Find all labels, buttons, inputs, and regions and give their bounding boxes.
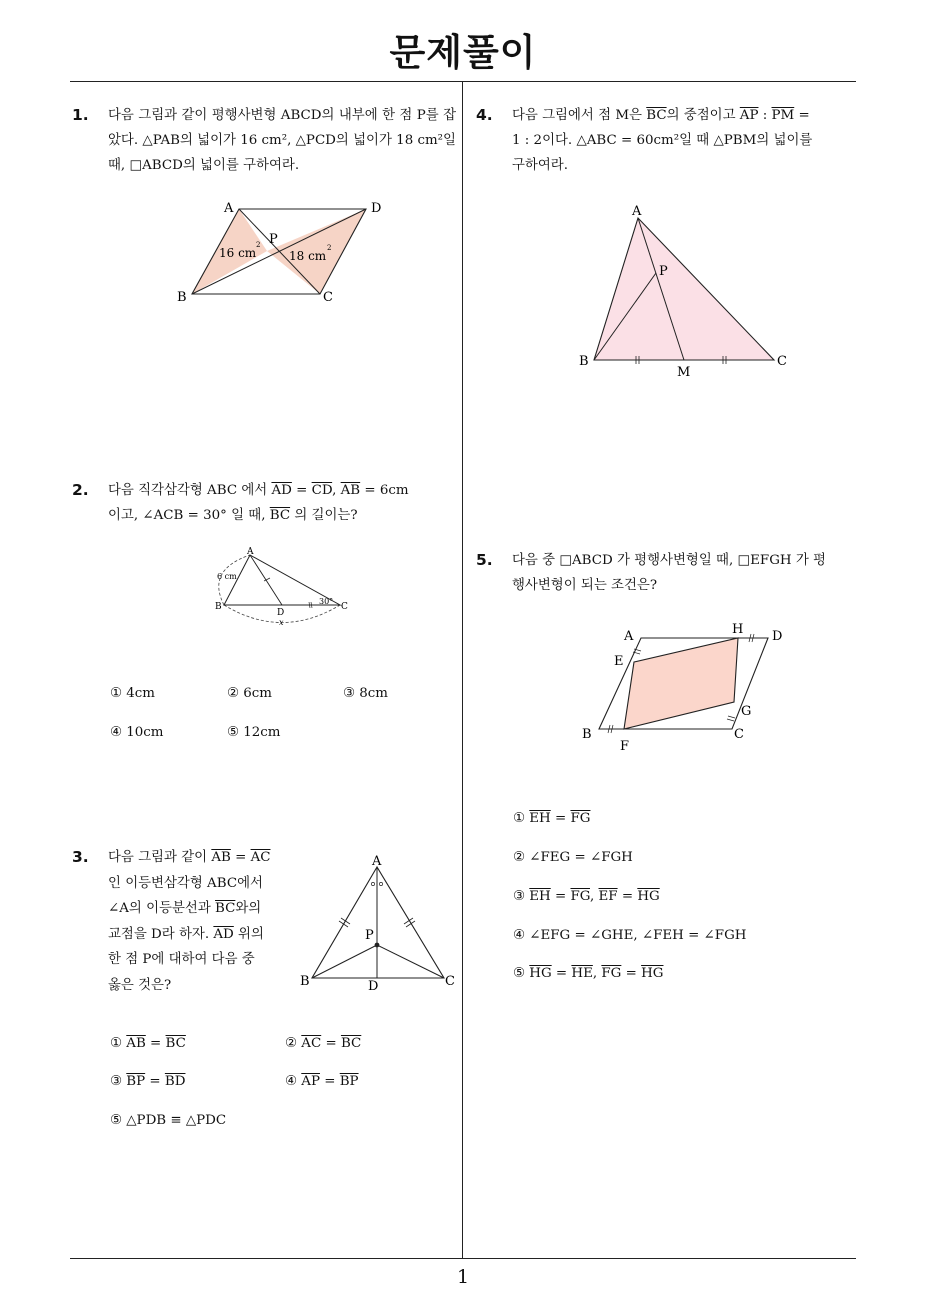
label-c: C [323,290,333,305]
segment-ad: $\overline{AD}$ [271,483,292,498]
figure-isosceles-triangle [295,850,460,995]
label-b: B [300,974,310,989]
question-text [512,103,862,178]
label-x: x [279,618,284,627]
question-line: 1 : 2이다. △ABC = 60cm²일 때 △PBM의 넓이를 [512,133,813,148]
choice-2[interactable]: ② 6cm [227,686,272,701]
choice-4[interactable] [285,1074,359,1089]
question-text [108,845,288,999]
label-a: A [624,629,634,644]
text: = [794,108,810,123]
figure-parallelogram-abcd [170,195,400,310]
text: 위의 [233,926,264,942]
question-line [108,896,288,922]
segment-ab: $\overline{AB}$ [211,850,231,865]
page-title: 문제풀이 [389,31,537,74]
text: 이고, ∠ACB = 30° 일 때, [108,508,270,523]
choice-mark: ① [513,811,526,826]
angle-mark [379,882,382,885]
choice-3[interactable] [513,889,660,904]
text: = [230,850,251,865]
question-number: 5. [476,551,493,569]
question-line [108,478,458,503]
segment-ac: $\overline{AC}$ [250,850,271,865]
text: = [550,811,571,826]
question-line [108,845,288,871]
label-c: C [734,727,744,742]
label-b: B [177,290,187,305]
segment-pm: $\overline{PM}$ [771,108,795,123]
segment-hg: $\overline{HG}$ [641,966,664,981]
segment-cd: $\overline{CD}$ [311,483,333,498]
text: = [321,1036,341,1051]
text: = [550,889,571,904]
choice-1[interactable] [110,1036,186,1051]
label-c: C [445,974,455,989]
choice-mark: ② [285,1036,298,1051]
choice-5[interactable]: ⑤ △PDB ≡ △PDC [110,1113,227,1128]
area-exp-2: 2 [327,244,332,252]
bottom-rule [70,1258,856,1259]
label-d: D [371,201,382,216]
label-g: G [741,704,752,719]
angle-mark [371,882,374,885]
segment-ab: $\overline{AB}$ [126,1036,146,1051]
tick-dc [309,602,310,608]
label-b: B [579,354,589,369]
choice-mark: ④ [285,1074,298,1089]
label-a: A [224,201,234,216]
text: 다음 그림과 같이 [108,850,212,865]
segment-bp: $\overline{BP}$ [126,1074,146,1089]
label-e: E [614,654,624,669]
choice-3[interactable]: ③ 8cm [343,686,388,701]
segment-fg: $\overline{FG}$ [601,966,622,981]
question-number: 4. [476,106,493,124]
label-m: M [677,365,691,380]
question-text: 다음 그림과 같이 평행사변형 ABCD의 내부에 한 점 P를 잡았다. △PAB의 넓이가 16 cm², △PCD의 넓이가 18 cm²일 때, □ABCD의 넓이를 구하여라. [108,108,456,173]
label-c: C [341,602,348,612]
point-p [375,943,380,948]
question-number: 2. [72,481,89,499]
label-b: B [582,727,592,742]
choice-2[interactable] [285,1036,361,1051]
text: , [332,483,341,498]
question-number: 1. [72,106,89,124]
tick-gc [727,719,734,721]
segment-ap: $\overline{AP}$ [739,108,759,123]
question-line: 인 이등변삼각형 ABC에서 [108,875,263,891]
text: 다음 직각삼각형 ABC 에서 [108,483,272,498]
segment-bc: $\overline{BC}$ [646,108,667,123]
figure-triangle-pbm [570,195,800,385]
text: 의 중점이고 [666,108,740,123]
text: = [551,966,572,981]
segment-hg: $\overline{HG}$ [529,966,552,981]
segment-ap: $\overline{AP}$ [301,1074,320,1089]
choice-3[interactable] [110,1074,185,1089]
text: = [319,1074,340,1089]
segment-bc: $\overline{BC}$ [269,508,291,523]
text: = [291,483,312,498]
choice-2[interactable]: ② ∠FEG = ∠FGH [513,850,633,865]
text: 의 길이는? [290,508,358,523]
label-d: D [772,629,783,644]
figure-parallelograms-abcd-efgh [575,615,805,760]
question-number: 3. [72,848,89,866]
text: = 6cm [360,483,409,498]
choice-1[interactable]: ① 4cm [110,686,155,701]
label-f: F [620,739,630,754]
segment-fg: $\overline{FG}$ [570,889,590,904]
text: = [617,889,638,904]
text: = [145,1036,166,1051]
label-p: P [365,928,374,943]
question-line: 구하여라. [512,158,568,173]
segment-he: $\overline{HE}$ [571,966,593,981]
area-exp-1: 2 [256,241,261,249]
text: , [592,966,602,981]
label-h: H [732,622,744,637]
column-divider [462,82,463,1258]
label-a: A [372,854,382,869]
text: = [621,966,642,981]
label-a: A [247,547,254,557]
label-30deg: 30° [319,597,334,606]
question-line [108,922,288,948]
label-p: P [659,264,668,279]
figure-right-triangle [210,545,350,630]
question-line [108,503,458,528]
text: , [589,889,599,904]
text: 교점을 D라 하자. [108,926,214,942]
label-b: B [215,602,222,612]
segment-fg: $\overline{FG}$ [570,811,591,826]
segment-bc: $\overline{BC}$ [165,1036,186,1051]
question-line: 다음 중 □ABCD 가 평행사변형일 때, □EFGH 가 평 [512,553,826,568]
label-a: A [632,204,642,219]
label-c: C [777,354,787,369]
segment-bd: $\overline{BD}$ [164,1074,186,1089]
segment-bc: $\overline{BC}$ [340,1036,362,1051]
label-d: D [277,608,285,618]
question-line: 한 점 P에 대하여 다음 중 [108,952,255,968]
segment-ef: $\overline{EF}$ [598,889,618,904]
choice-5[interactable]: ⑤ 12cm [227,725,281,740]
segment-eh: $\overline{EH}$ [529,889,551,904]
segment-bc: $\overline{BC}$ [215,901,236,917]
choice-5[interactable] [513,966,663,981]
question-line [512,103,862,128]
label-p: P [269,232,278,247]
text: ∠A의 이등분선과 [108,901,216,917]
label-6cm: 6 cm [217,572,237,581]
text: 와의 [235,901,262,917]
choice-4[interactable]: ④ 10cm [110,725,164,740]
choice-mark: ③ [513,889,526,904]
choice-mark: ⑤ [513,966,526,981]
page-number: 1 [456,1266,470,1288]
label-d: D [368,979,379,994]
text: = [145,1074,165,1089]
choice-1[interactable] [513,811,590,826]
segment-hg: $\overline{HG}$ [637,889,660,904]
segment-eh: $\overline{EH}$ [529,811,551,826]
area-label-1: 16 cm [219,246,257,260]
question-text [108,478,458,528]
triangle-abc-fill [594,218,774,360]
segment-ad: $\overline{AD}$ [213,926,234,942]
choice-mark: ① [110,1036,123,1051]
segment-ab: $\overline{AB}$ [340,483,361,498]
top-rule [70,81,856,82]
question-text [512,548,862,598]
segment-ac: $\overline{AC}$ [301,1036,322,1051]
text: 다음 그림에서 점 M은 [512,108,647,123]
segment-bp: $\overline{BP}$ [339,1074,359,1089]
tick-gc [728,716,735,718]
question-line: 옳은 것은? [108,977,172,993]
area-label-2: 18 cm [289,249,327,263]
triangle-abc [312,867,444,978]
choice-4[interactable]: ④ ∠EFG = ∠GHE, ∠FEH = ∠FGH [513,928,747,943]
choice-mark: ③ [110,1074,123,1089]
text: : [758,108,772,123]
question-line: 행사변형이 되는 조건은? [512,578,658,593]
tick-dc [311,602,312,608]
